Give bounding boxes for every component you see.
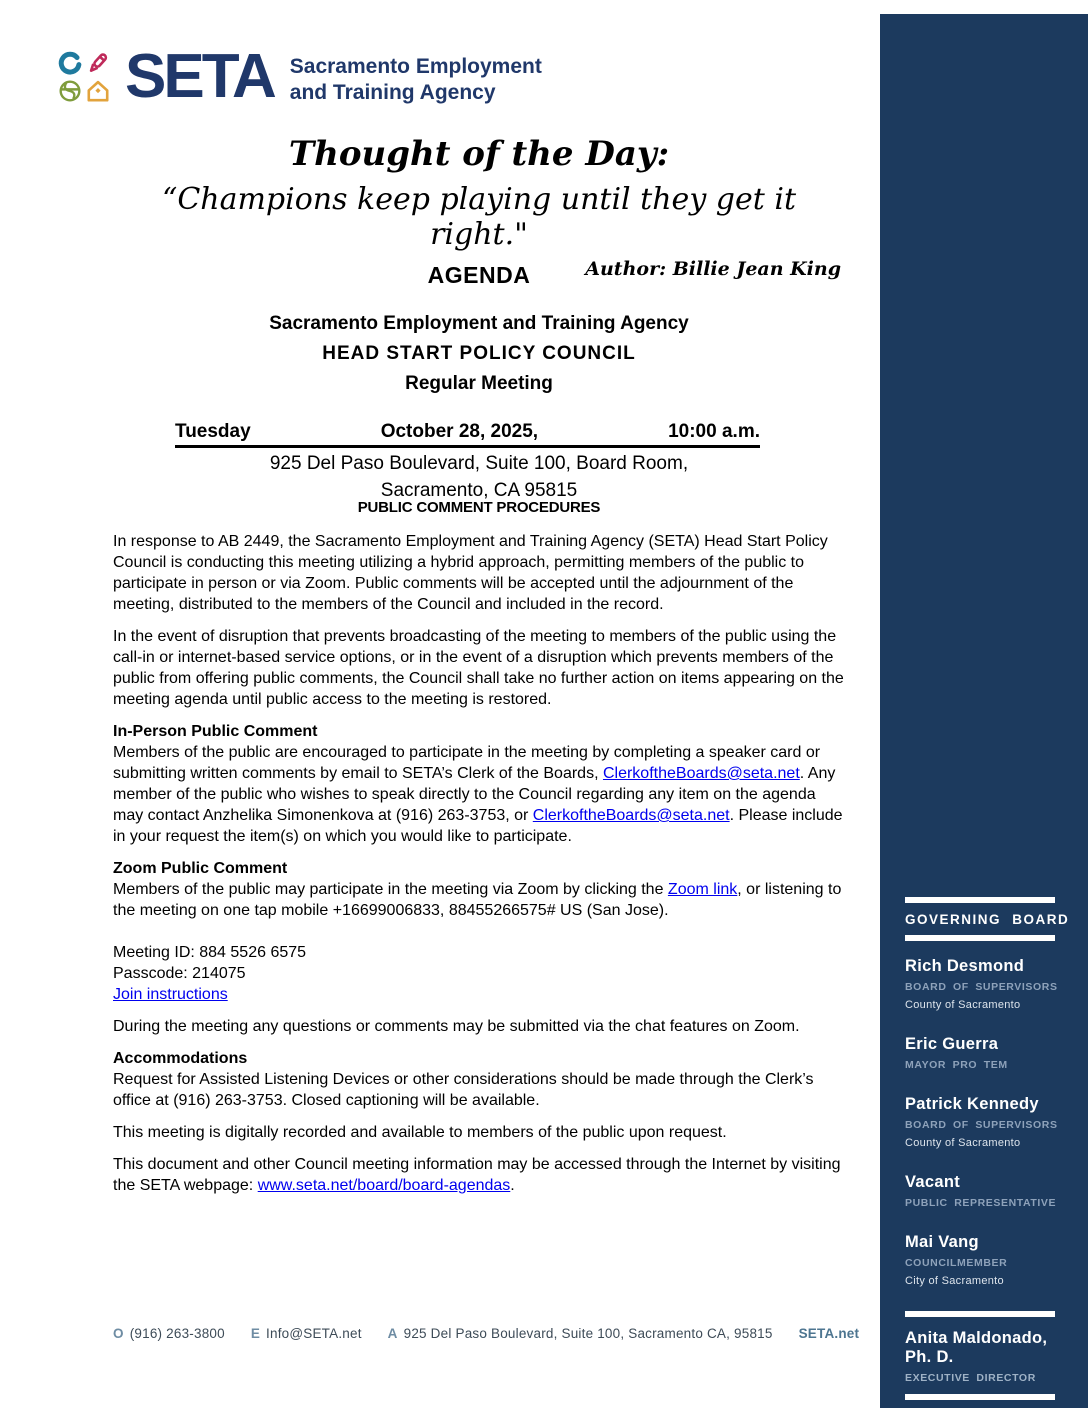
member-title: PUBLIC REPRESENTATIVE [905, 1197, 1057, 1209]
phone-label: O [113, 1326, 124, 1341]
executive-director [905, 1329, 1072, 1384]
meeting-time: 10:00 a.m. [668, 421, 760, 442]
board-member [905, 1095, 1072, 1149]
chat-comment-note: During the meeting any questions or comments may be submitted via the chat features on Zoom. [113, 1018, 800, 1035]
board-agendas-link[interactable]: www.seta.net/board/board-agendas [257, 1177, 511, 1194]
globe-icon [57, 78, 83, 104]
accommodations [113, 1048, 845, 1111]
sidebar-top-bar [905, 897, 1055, 903]
procedures-paragraph-1: In response to AB 2449, the Sacramento Employment and Training Agency (SETA) Head Start Policy Council is conducting this meeting utilizing a hybrid approach, permitting members of the public to participate in person or via Zoom. Public comments will be accepted until the adjournment of the meeting, distributed to the members of the Council and included in the record. [113, 533, 828, 613]
contact-footer [113, 1326, 860, 1341]
member-org: County of Sacramento [905, 1137, 1021, 1149]
zoom-text-2: , or listening to the meeting on one tap mobile +16699006833, 88455266575# US (San Jose). [113, 881, 842, 919]
accommodations-text: Request for Assisted Listening Devices or other considerations should be made through the Clerk’s office at (916) 263-3753. Closed captioning will be available. [113, 1071, 814, 1109]
meeting-date-row [175, 421, 760, 448]
meeting-address-line2: Sacramento, CA 95815 [380, 480, 578, 501]
meeting-id: Meeting ID: 884 5526 6575 [113, 944, 307, 961]
member-title: COUNCILMEMBER [905, 1257, 1008, 1269]
recording-note: This meeting is digitally recorded and available to members of the public upon request. [113, 1124, 727, 1141]
meeting-date: October 28, 2025, [380, 421, 539, 442]
webpage-text-1: This document and other Council meeting information may be accessed through the Internet by visiting the SETA webpage: [113, 1156, 841, 1194]
board-member [905, 1035, 1072, 1071]
passcode: Passcode: 214075 [113, 965, 246, 982]
board-member [905, 1173, 1072, 1209]
accommodations-heading: Accommodations [113, 1050, 248, 1067]
logo-icon-grid [57, 50, 111, 104]
member-title: BOARD OF SUPERVISORS [905, 981, 1058, 993]
public-comment-procedures [113, 497, 845, 1207]
webpage-text-2: . [510, 1177, 515, 1194]
governing-board-heading: GOVERNING BOARD [905, 912, 1070, 927]
member-title: BOARD OF SUPERVISORS [905, 1119, 1058, 1131]
agenda-organization: Sacramento Employment and Training Agency [269, 313, 689, 334]
brand-tagline-line1: Sacramento Employment [289, 55, 542, 78]
open-circle-icon [57, 50, 83, 76]
thought-quote: “Champions keep playing until they get it right." [161, 182, 796, 252]
join-instructions-link[interactable]: Join instructions [113, 986, 228, 1003]
brand-tagline-line2: and Training Agency [289, 81, 496, 104]
email-label: E [250, 1326, 261, 1341]
member-name: Eric Guerra [905, 1035, 999, 1053]
member-name: Vacant [905, 1173, 960, 1191]
footer-phone [113, 1326, 225, 1341]
member-name: Patrick Kennedy [905, 1095, 1039, 1113]
sidebar-spacer [905, 14, 1072, 897]
zoom-heading: Zoom Public Comment [113, 860, 288, 877]
in-person-heading: In-Person Public Comment [113, 723, 318, 740]
governing-board-sidebar [880, 14, 1088, 1408]
in-person-text-3: . Please include in your request the item(s) on which you would like to participate. [113, 807, 843, 845]
brand-tagline [290, 48, 542, 106]
in-person-text-2: . Any member of the public who wishes to speak directly to the Council regarding any item on the agenda may contact Anzhelika Simonenkova at (916) 263-3753, or [113, 765, 836, 824]
zoom-public-comment [113, 858, 845, 921]
member-title: MAYOR PRO TEM [905, 1059, 1008, 1071]
meeting-day: Tuesday [175, 421, 251, 442]
sidebar-heading-underbar [905, 935, 1055, 941]
clerk-email-link-1[interactable]: ClerkoftheBoards@seta.net [602, 765, 800, 782]
agenda-title: AGENDA [427, 262, 531, 288]
agenda-header [113, 262, 845, 502]
clerk-email-link-2[interactable]: ClerkoftheBoards@seta.net [532, 807, 730, 824]
procedures-paragraph-2: In the event of disruption that prevents broadcasting of the meeting to members of the public using the call-in or internet-based service options, or in the event of a disruption which prevents members of the public from offering public comments, the Council shall take no further action on items appearing on the meeting agenda until public access to the meeting is restored. [113, 628, 844, 708]
thought-author: Author: Billie Jean King [585, 258, 841, 280]
procedures-heading: PUBLIC COMMENT PROCEDURES [357, 499, 601, 516]
email-address: Info@SETA.net [266, 1326, 362, 1341]
director-title: EXECUTIVE DIRECTOR [905, 1372, 1036, 1384]
agenda-council-name: HEAD START POLICY COUNCIL [322, 343, 636, 364]
phone-number: (916) 263-3800 [129, 1326, 225, 1341]
member-name: Mai Vang [905, 1233, 979, 1251]
footer-website: SETA.net [798, 1326, 860, 1341]
sidebar-bottom-bar [905, 1394, 1055, 1400]
zoom-meeting-info [113, 942, 845, 1005]
in-person-public-comment [113, 721, 845, 847]
house-icon [85, 78, 111, 104]
zoom-text-1: Members of the public may participate in the meeting via Zoom by clicking the [113, 881, 668, 898]
board-member [905, 957, 1072, 1011]
sidebar-divider-bar [905, 1311, 1055, 1317]
webpage-note [113, 1154, 845, 1196]
member-org: City of Sacramento [905, 1275, 1004, 1287]
director-name: Anita Maldonado, Ph. D. [905, 1329, 1048, 1366]
agenda-meeting-type: Regular Meeting [405, 373, 553, 394]
brand-wordmark: SETA [125, 42, 274, 111]
thought-title: Thought of the Day: [288, 134, 670, 174]
footer-address [388, 1326, 773, 1341]
in-person-text-1: Members of the public are encouraged to participate in the meeting by completing a speaker card or submitting written comments by email to SETA’s Clerk of the Boards, [113, 744, 821, 782]
thought-of-the-day [113, 134, 845, 280]
meeting-address-line1: 925 Del Paso Boulevard, Suite 100, Board Room, [269, 453, 689, 474]
address-label: A [387, 1326, 398, 1341]
board-member [905, 1233, 1072, 1287]
street-address: 925 Del Paso Boulevard, Suite 100, Sacramento CA, 95815 [403, 1326, 773, 1341]
footer-email [251, 1326, 362, 1341]
member-org: County of Sacramento [905, 999, 1021, 1011]
pencil-icon [85, 50, 111, 76]
member-name: Rich Desmond [905, 957, 1025, 975]
seta-logo [57, 42, 542, 111]
zoom-link[interactable]: Zoom link [667, 881, 738, 898]
